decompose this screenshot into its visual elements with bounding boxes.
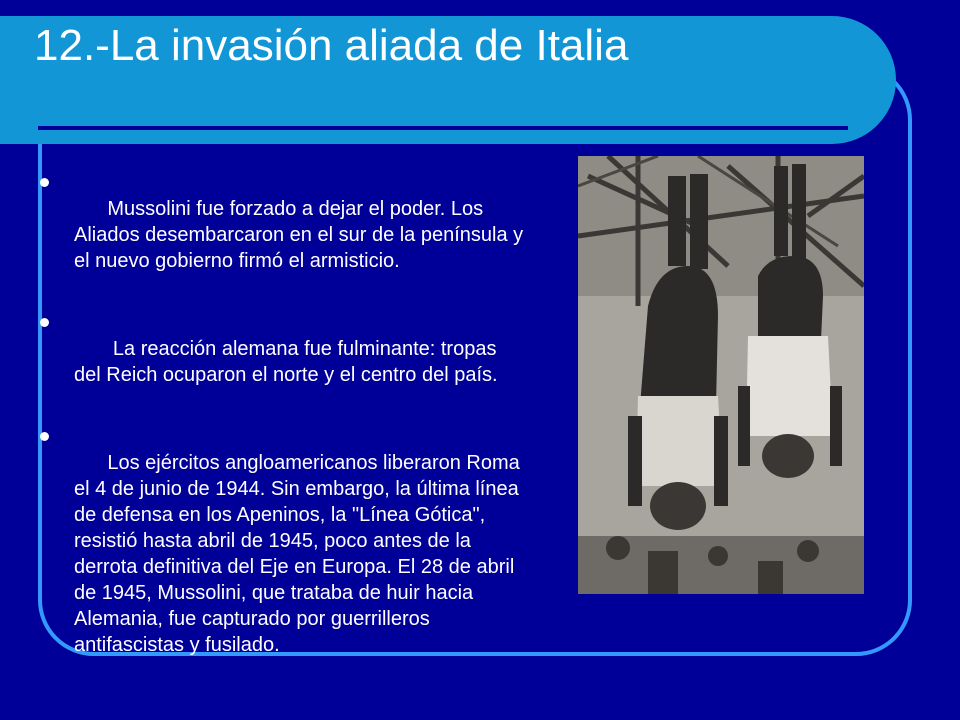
bullet-dot-icon [40,318,49,327]
bullet-item [40,424,526,684]
slide-title: 12.-La invasión aliada de Italia [34,21,629,70]
bullet-list [40,170,529,694]
bullet-item [40,310,526,414]
bullet-item [40,170,529,300]
bullet-dot-icon [40,178,49,187]
historical-photo [578,156,864,594]
bullet-text: Mussolini fue forzado a dejar el poder. Los Aliados desembarcaron en el sur de la península y el nuevo gobierno firmó el armisticio. [74,198,529,272]
bullet-text: Los ejércitos angloamericanos liberaron Roma el 4 de junio de 1944. Sin embargo, la última línea de defensa en los Apeninos, la "Línea Gótica", resistió hasta abril de 1945, poco antes de la derrota definitiva del Eje en Europa. El 28 de abril de 1945, Mussolini, que trataba de huir hacia Alemania, fue capturado por guerrilleros antifascistas y fusilado. [74,452,526,656]
bullet-text: La reacción alemana fue fulminante: tropas del Reich ocuparon el norte y el centro del país. [74,338,503,386]
photo-illustration [578,156,864,594]
title-underline [38,126,848,130]
bullet-dot-icon [40,432,49,441]
